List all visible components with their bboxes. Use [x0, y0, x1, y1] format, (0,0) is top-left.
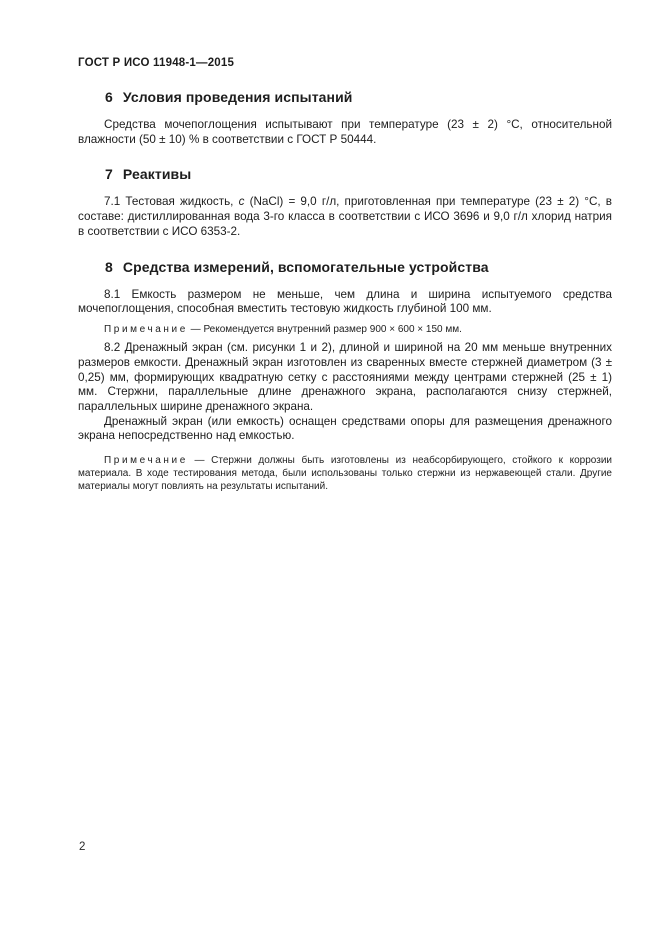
- clause-8-2-paragraph: 8.2 Дренажный экран (см. рисунки 1 и 2), длиной и шириной на 20 мм меньше внутренних размеров емкости. Дренажный экран изготовлен из сваренных вместе стержней диаметром (3 ± 0,25) мм, формирующих квадратную сетку с расстояниями между центрами стержней (25 ± 1) мм. Стержни, параллельные длине дренажного экрана, располагаются снизу стержней, параллельных ширине дренажного экрана.: [78, 341, 612, 413]
- section-8: [78, 259, 612, 494]
- page-number: 2: [79, 841, 86, 853]
- note-text: — Рекомендуется внутренний размер 900 × 600 × 150 мм.: [187, 323, 462, 335]
- document-designation: ГОСТ Р ИСО 11948-1—2015: [78, 57, 235, 69]
- concentration-symbol: с: [238, 195, 245, 209]
- section-7-heading: [105, 166, 612, 183]
- section-6-heading: [105, 89, 612, 106]
- clause-7-1-paragraph: [78, 195, 612, 239]
- section-6-number: 6: [105, 89, 113, 105]
- clause-8-2-paragraph-continued: Дренажный экран (или емкость) оснащен средствами опоры для размещения дренажного экрана непосредственно над емкостью.: [78, 414, 612, 443]
- clause-8-1-paragraph: 8.1 Емкость размером не меньше, чем длина и ширина испытуемого средства мочепоглощения, способная вместить тестовую жидкость глубиной 100 мм.: [78, 287, 612, 316]
- note-label: Примечание: [104, 455, 188, 467]
- note-text: — Стержни должны быть изготовлены из неабсорбирующего, стойкого к коррозии материала. В ходе тестирования метода, были использованы только стержни из нержавеющей стали. Другие материалы могут повлиять на результаты испытаний.: [78, 455, 612, 493]
- running-header: [78, 56, 612, 70]
- spacer: [78, 444, 612, 448]
- section-8-title: Средства измерений, вспомогательные устройства: [122, 258, 489, 275]
- clause-8-2-note: [78, 454, 612, 494]
- section-8-heading: [105, 259, 612, 276]
- clause-8-1-note: [78, 323, 612, 336]
- section-6: [78, 89, 612, 147]
- section-8-number: 8: [105, 258, 113, 275]
- section-7-number: 7: [105, 166, 113, 183]
- section-7: [78, 166, 612, 239]
- section-6-title: Условия проведения испытаний: [122, 89, 353, 105]
- note-label: Примечание: [104, 323, 188, 335]
- clause-7-1-text-prefix: 7.1 Тестовая жидкость,: [104, 195, 239, 209]
- section-7-title: Реактивы: [122, 166, 192, 183]
- section-6-paragraph: Средства мочепоглощения испытывают при температуре (23 ± 2) °С, относительной влажности (50 ± 10) % в соответствии с ГОСТ Р 50444.: [78, 118, 612, 146]
- clause-7-1-text-rest: (NaCl) = 9,0 г/л, приготовленная при температуре (23 ± 2) °С, в составе: дистиллированная вода 3-го класса в соответствии с ИСО 3696 и 9,0 г/л хлорид натрия в соответствии с ИСО 6353-2.: [78, 195, 613, 238]
